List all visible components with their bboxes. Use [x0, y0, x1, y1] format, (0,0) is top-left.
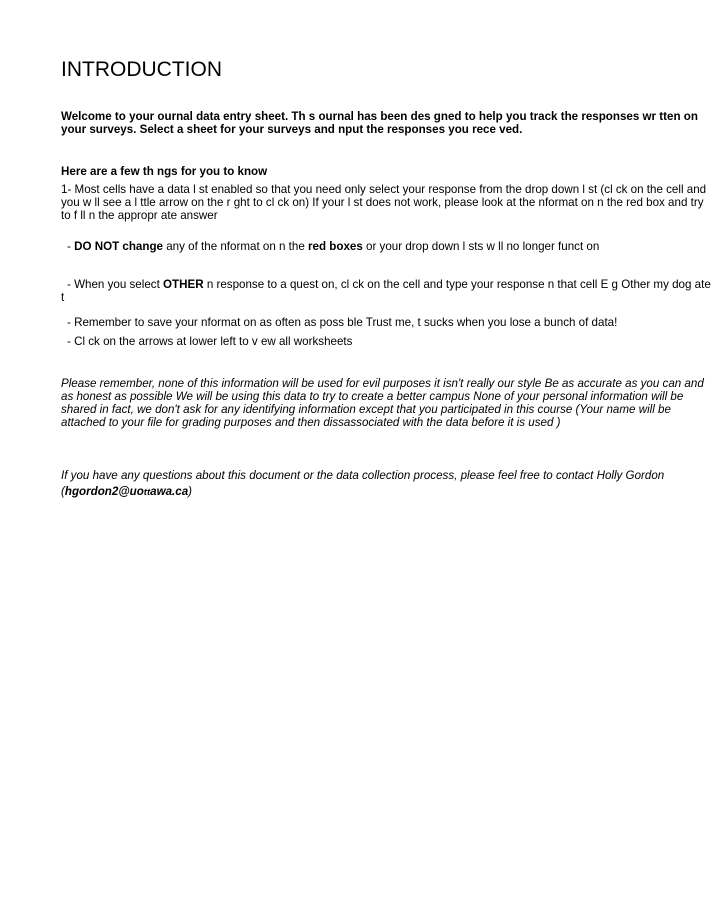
remember-paragraph: Please remember, none of this information will be used for evil purposes it isn't really our style Be as accurate as you can and as honest as possible We will be using this data to try to create a better campus None of your personal information will be shared in fact, we don't ask for any identifying information except that you participated in this course (Your name will be attached to your file for grading purposes and then dissassociated with the data before it is used ) [61, 377, 704, 429]
instruction-item-2 [61, 240, 714, 253]
item2-red-boxes: red boxes [308, 240, 363, 253]
email-close-paren: ) [188, 485, 193, 498]
item3-other: OTHER [163, 278, 204, 291]
item2-do-not-change: DO NOT change [74, 240, 163, 253]
contact-paragraph [61, 469, 713, 499]
contact-text: If you have any questions about this document or the data collection process, please feel free to contact Holly Gordon [61, 469, 665, 482]
item3-suffix: n response to a quest on, cl ck on the cell and type your response n that cell E g Other my dog ate t [61, 278, 711, 304]
email-part-2: tt [143, 487, 151, 498]
instruction-item-4: - Remember to save your nformat on as often as poss ble Trust me, t sucks when you lose a bunch of data! [67, 316, 618, 329]
email-open-paren: ( [61, 485, 65, 498]
instruction-item-5: - Cl ck on the arrows at lower left to v ew all worksheets [67, 335, 353, 348]
contact-email-line [61, 485, 713, 499]
page-title: INTRODUCTION [61, 58, 222, 81]
instruction-item-1: 1- Most cells have a data l st enabled so that you need only select your response from the drop down l st (cl ck on the cell and you w ll see a l ttle arrow on the r ght to cl ck on) If your l st does not work, please look at the nformat on n the red box and try to f ll n the appropr ate answer [61, 183, 707, 222]
item2-mid: any of the nformat on n the [163, 240, 309, 253]
item2-suffix: or your drop down l sts w ll no longer funct on [362, 240, 600, 253]
item2-prefix: - [67, 240, 75, 253]
things-heading: Here are a few th ngs for you to know [61, 165, 268, 178]
welcome-paragraph: Welcome to your ournal data entry sheet. Th s ournal has been des gned to help you track the responses wr tten on your surveys. Select a sheet for your surveys and nput the responses you rece ved. [61, 110, 698, 136]
item3-prefix: - When you select [67, 278, 164, 291]
email-part-1: hgordon2@uo [64, 485, 144, 498]
instruction-item-3 [61, 278, 713, 304]
email-part-3: awa.ca [150, 485, 189, 498]
